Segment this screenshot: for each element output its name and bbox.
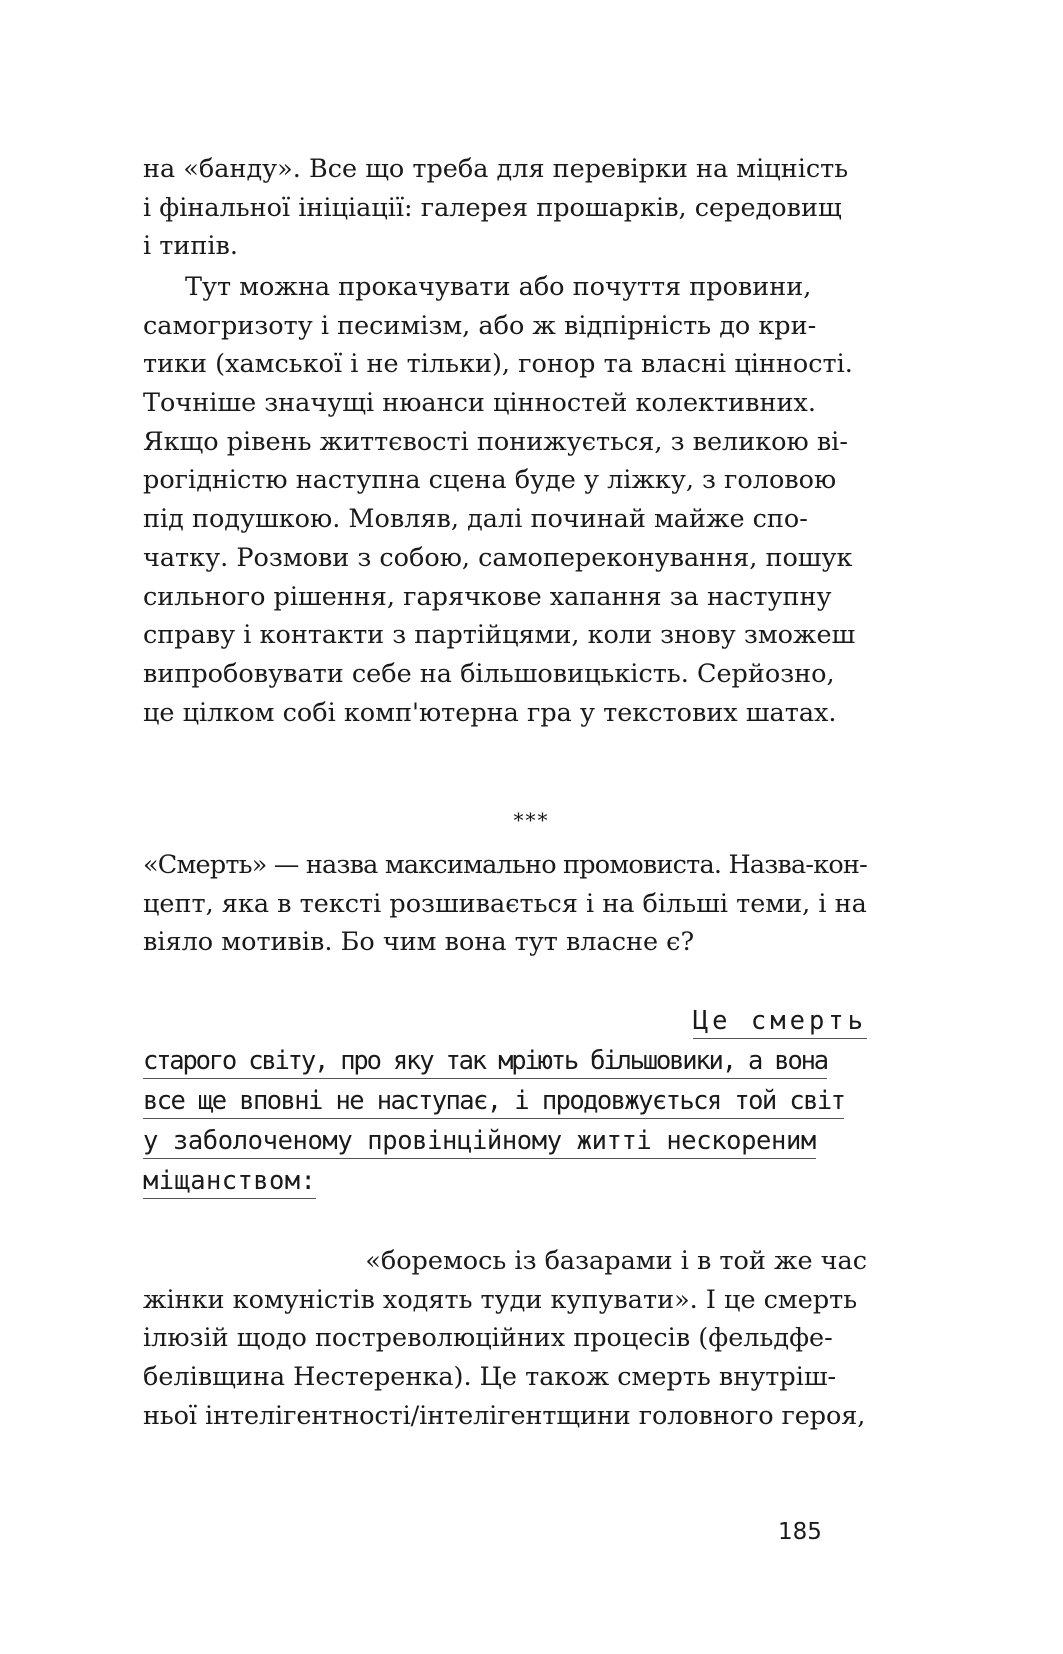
text-line: «боремось із базарами і в той же час	[365, 1246, 867, 1276]
paragraph-4	[143, 1242, 867, 1435]
text-line: випробовувати себе на більшовицькість. Серйозно,	[143, 658, 835, 689]
text-line: чатку. Розмови з собою, самопереконування, пошук	[143, 542, 853, 573]
paragraph-2	[143, 268, 867, 732]
text-line: і типів.	[143, 231, 238, 262]
text-line: самогризоту і песимізм, або ж відпірність до кри-	[143, 310, 817, 341]
text-line: цепт, яка в тексті розшивається і на більші теми, і на	[143, 888, 867, 919]
text-line	[143, 1082, 867, 1122]
underlined-text: Це смерть	[693, 1006, 867, 1039]
text-line	[143, 1002, 867, 1042]
text-line: це цілком собі комп'ютерна гра у текстових шатах.	[143, 697, 837, 728]
underlined-text: у заболоченому провінційному житті нескореним	[143, 1126, 816, 1159]
page-number: 185	[778, 1519, 822, 1545]
underlined-text: все ще вповні не наступає, і продовжується той світ	[143, 1086, 844, 1119]
text-line: сильного рішення, гарячкове хапання за наступну	[143, 581, 832, 612]
text-line: «Смерть» — назва максимально промовиста. Назва-кон-	[143, 850, 867, 880]
text-line	[143, 1042, 867, 1082]
text-line: справу і контакти з партійцями, коли знову зможеш	[143, 620, 856, 651]
text-line: і фінальної ініціації: галерея прошарків, середовищ	[143, 192, 842, 223]
paragraph-1	[143, 150, 867, 266]
text-line: Якщо рівень життєвості понижується, з великою ві-	[143, 426, 848, 457]
text-line: рогідністю наступна сцена буде у ліжку, з головою	[143, 465, 837, 496]
text-line: ілюзій щодо постреволюційних процесів (фельдфе-	[143, 1323, 833, 1354]
text-line: Тут можна прокачувати або почуття провини,	[185, 272, 812, 302]
section-separator: ***	[513, 808, 550, 832]
text-line: ньої інтелігентності/інтелігентщини головного героя,	[143, 1400, 866, 1431]
text-line: тики (хамської і не тільки), гонор та власні цінності.	[143, 349, 853, 380]
paragraph-3	[143, 846, 867, 962]
underlined-text: старого світу, про яку так мріють більшовики, а вона	[143, 1046, 827, 1079]
text-line: на «банду». Все що треба для перевірки на міцність	[143, 154, 849, 184]
text-line	[143, 1122, 867, 1162]
text-line: белівщина Нестеренка). Це також смерть внутріш-	[143, 1362, 837, 1393]
text-line: Точніше значущі нюанси цінностей колективних.	[143, 388, 816, 419]
highlighted-passage	[143, 1002, 867, 1202]
text-line: віяло мотивів. Бо чим вона тут власне є?	[143, 927, 695, 958]
text-line: під подушкою. Мовляв, далі починай майже спо-	[143, 504, 808, 535]
text-line	[143, 1162, 867, 1202]
underlined-text: міщанством:	[143, 1166, 316, 1199]
text-line: жінки комуністів ходять туди купувати». І це смерть	[143, 1284, 858, 1315]
